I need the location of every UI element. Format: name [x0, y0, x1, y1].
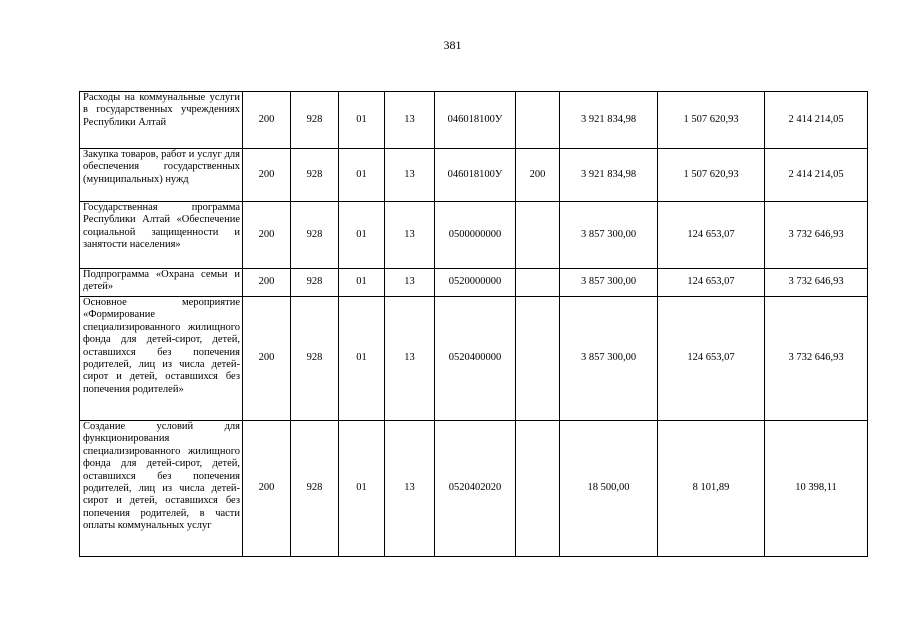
cell-subsection-code: 13 [385, 297, 435, 421]
table-row [80, 297, 868, 421]
row-name-cell: Подпрограмма «Охрана семьи и детей» [80, 269, 243, 297]
cell-expense-type [516, 92, 560, 149]
cell-expense-type [516, 421, 560, 557]
cell-administrator-code: 200 [243, 421, 291, 557]
cell-amount-remaining: 2 414 214,05 [765, 149, 868, 202]
cell-expense-type: 200 [516, 149, 560, 202]
cell-administrator-code: 200 [243, 202, 291, 269]
row-name-cell: Основное мероприятие «Формирование специализированного жилищного фонда для детей-сирот, детей, оставшихся без попечения родителей, лиц из числа детей-сирот и детей, оставшихся без попечения родителей» [80, 297, 243, 421]
cell-administrator-code: 200 [243, 297, 291, 421]
cell-amount-planned: 3 857 300,00 [560, 202, 658, 269]
cell-subsection-code: 13 [385, 202, 435, 269]
cell-amount-remaining: 3 732 646,93 [765, 297, 868, 421]
row-name-cell: Создание условий для функционирования специализированного жилищного фонда для детей-сирот, детей, оставшихся без попечения родителей, лиц из числа детей-сирот и детей, оставшихся без попечения родителей, в части оплаты коммунальных услуг [80, 421, 243, 557]
cell-section-code: 01 [339, 269, 385, 297]
cell-amount-executed: 1 507 620,93 [658, 92, 765, 149]
row-name-cell: Расходы на коммунальные услуги в государственных учреждениях Республики Алтай [80, 92, 243, 149]
cell-target-article: 0500000000 [435, 202, 516, 269]
cell-amount-planned: 3 921 834,98 [560, 149, 658, 202]
cell-amount-executed: 8 101,89 [658, 421, 765, 557]
cell-target-article: 0520400000 [435, 297, 516, 421]
cell-target-article: 0520402020 [435, 421, 516, 557]
cell-ministry-code: 928 [291, 92, 339, 149]
cell-amount-planned: 3 857 300,00 [560, 297, 658, 421]
cell-subsection-code: 13 [385, 92, 435, 149]
table-row [80, 149, 868, 202]
cell-target-article: 0520000000 [435, 269, 516, 297]
cell-subsection-code: 13 [385, 421, 435, 557]
cell-target-article: 046018100У [435, 149, 516, 202]
cell-section-code: 01 [339, 149, 385, 202]
cell-amount-executed: 124 653,07 [658, 297, 765, 421]
cell-ministry-code: 928 [291, 149, 339, 202]
cell-ministry-code: 928 [291, 297, 339, 421]
cell-section-code: 01 [339, 297, 385, 421]
cell-subsection-code: 13 [385, 149, 435, 202]
table-row [80, 269, 868, 297]
cell-amount-executed: 124 653,07 [658, 269, 765, 297]
cell-subsection-code: 13 [385, 269, 435, 297]
cell-target-article: 046018100У [435, 92, 516, 149]
cell-amount-executed: 1 507 620,93 [658, 149, 765, 202]
cell-section-code: 01 [339, 202, 385, 269]
budget-table [79, 91, 868, 557]
cell-amount-planned: 3 857 300,00 [560, 269, 658, 297]
table-row [80, 202, 868, 269]
cell-section-code: 01 [339, 421, 385, 557]
row-name-cell: Государственная программа Республики Алтай «Обеспечение социальной защищенности и занятости населения» [80, 202, 243, 269]
page-number: 381 [443, 38, 462, 52]
cell-administrator-code: 200 [243, 92, 291, 149]
cell-ministry-code: 928 [291, 421, 339, 557]
cell-expense-type [516, 297, 560, 421]
cell-section-code: 01 [339, 92, 385, 149]
cell-ministry-code: 928 [291, 202, 339, 269]
cell-ministry-code: 928 [291, 269, 339, 297]
cell-amount-remaining: 3 732 646,93 [765, 202, 868, 269]
cell-amount-planned: 18 500,00 [560, 421, 658, 557]
cell-amount-remaining: 10 398,11 [765, 421, 868, 557]
table-row [80, 92, 868, 149]
cell-expense-type [516, 269, 560, 297]
cell-amount-planned: 3 921 834,98 [560, 92, 658, 149]
table-row [80, 421, 868, 557]
cell-administrator-code: 200 [243, 269, 291, 297]
cell-amount-remaining: 2 414 214,05 [765, 92, 868, 149]
row-name-cell: Закупка товаров, работ и услуг для обеспечения государственных (муниципальных) нужд [80, 149, 243, 202]
cell-amount-remaining: 3 732 646,93 [765, 269, 868, 297]
cell-amount-executed: 124 653,07 [658, 202, 765, 269]
cell-expense-type [516, 202, 560, 269]
cell-administrator-code: 200 [243, 149, 291, 202]
